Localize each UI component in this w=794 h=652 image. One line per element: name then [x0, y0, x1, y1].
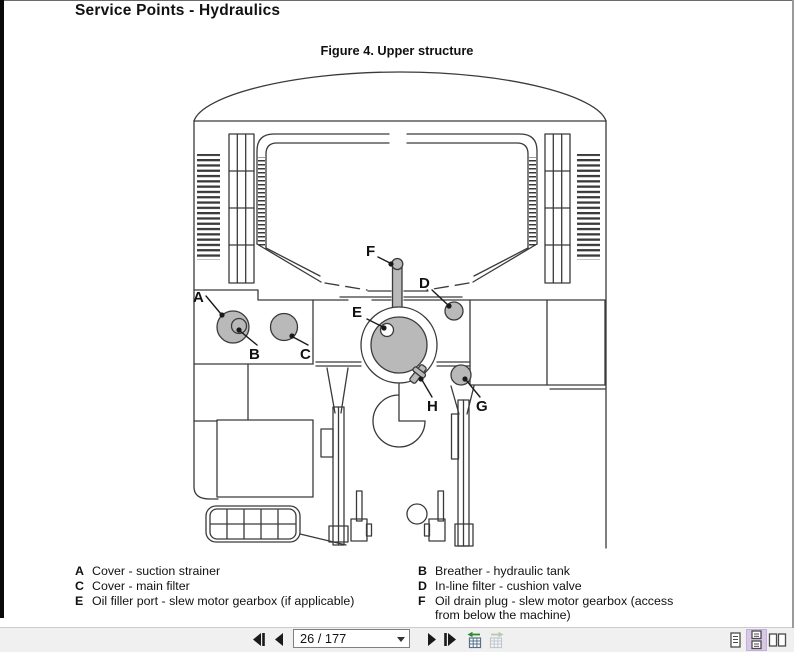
last-page-icon: [441, 631, 459, 649]
legend-key: C: [75, 578, 84, 593]
vent-grille-right: [545, 134, 600, 283]
legend-column-left: [75, 564, 415, 608]
first-page-icon: [250, 631, 268, 649]
figure-caption: Figure 4. Upper structure: [320, 43, 474, 58]
legend-key: B: [418, 564, 427, 578]
callout-b: B: [249, 346, 260, 363]
viewer-toolbar: [0, 627, 794, 652]
legend-text: Cover - suction strainer: [92, 564, 221, 578]
continuous-view-icon: [747, 630, 766, 650]
previous-page-icon: [271, 631, 289, 649]
legend-key: D: [418, 578, 427, 593]
callout-d: D: [419, 275, 430, 292]
callout-g: G: [476, 398, 488, 415]
counterweight-dome: [194, 72, 606, 121]
page-number-combobox[interactable]: [293, 629, 410, 648]
callout-h: H: [427, 398, 438, 415]
facing-pages-icon: [768, 630, 787, 650]
facing-pages-view-button[interactable]: [768, 630, 787, 650]
previous-page-button[interactable]: [271, 631, 289, 649]
single-page-icon: [726, 630, 745, 650]
legend-text: Oil drain plug - slew motor gearbox (access from below the machine): [435, 593, 674, 623]
next-view-button[interactable]: [487, 631, 507, 649]
next-page-icon: [422, 631, 440, 649]
legend-item-f: [418, 594, 698, 624]
previous-view-icon: [464, 631, 484, 650]
legend-item-d: [418, 579, 698, 594]
window-left-border: [0, 0, 4, 618]
legend-item-e: [75, 594, 415, 609]
single-page-view-button[interactable]: [726, 630, 745, 650]
callout-c: C: [300, 346, 311, 363]
continuous-view-button[interactable]: [747, 630, 766, 650]
callout-f: F: [366, 243, 376, 260]
callout-a: A: [193, 289, 204, 306]
legend-key: E: [75, 593, 84, 608]
legend-text: Breather - hydraulic tank: [435, 564, 570, 578]
last-page-button[interactable]: [441, 631, 459, 649]
swing-access-opening: [373, 383, 427, 524]
window-top-border: [0, 0, 794, 1]
legend-key: A: [75, 564, 84, 578]
legend-key: F: [418, 593, 426, 608]
next-page-button[interactable]: [422, 631, 440, 649]
legend-item-a: [75, 564, 415, 579]
first-page-button[interactable]: [250, 631, 268, 649]
step-plate: [206, 506, 346, 545]
vent-grille-left: [197, 134, 254, 283]
boom-mount-left: [321, 368, 372, 545]
legend-item-c: [75, 579, 415, 594]
callout-e: E: [352, 304, 363, 321]
legend-column-right: [418, 564, 698, 623]
page-number-input[interactable]: [294, 630, 396, 647]
next-view-icon: [487, 631, 507, 650]
page-title: Service Points - Hydraulics: [75, 2, 281, 19]
previous-view-button[interactable]: [464, 631, 484, 649]
legend-text: In-line filter - cushion valve: [435, 578, 582, 593]
legend-text: Oil filler port - slew motor gearbox (if applicable): [92, 593, 355, 608]
page-dropdown-arrow-icon[interactable]: [397, 637, 405, 642]
legend-text: Cover - main filter: [92, 578, 190, 593]
legend-item-b: [418, 564, 698, 579]
